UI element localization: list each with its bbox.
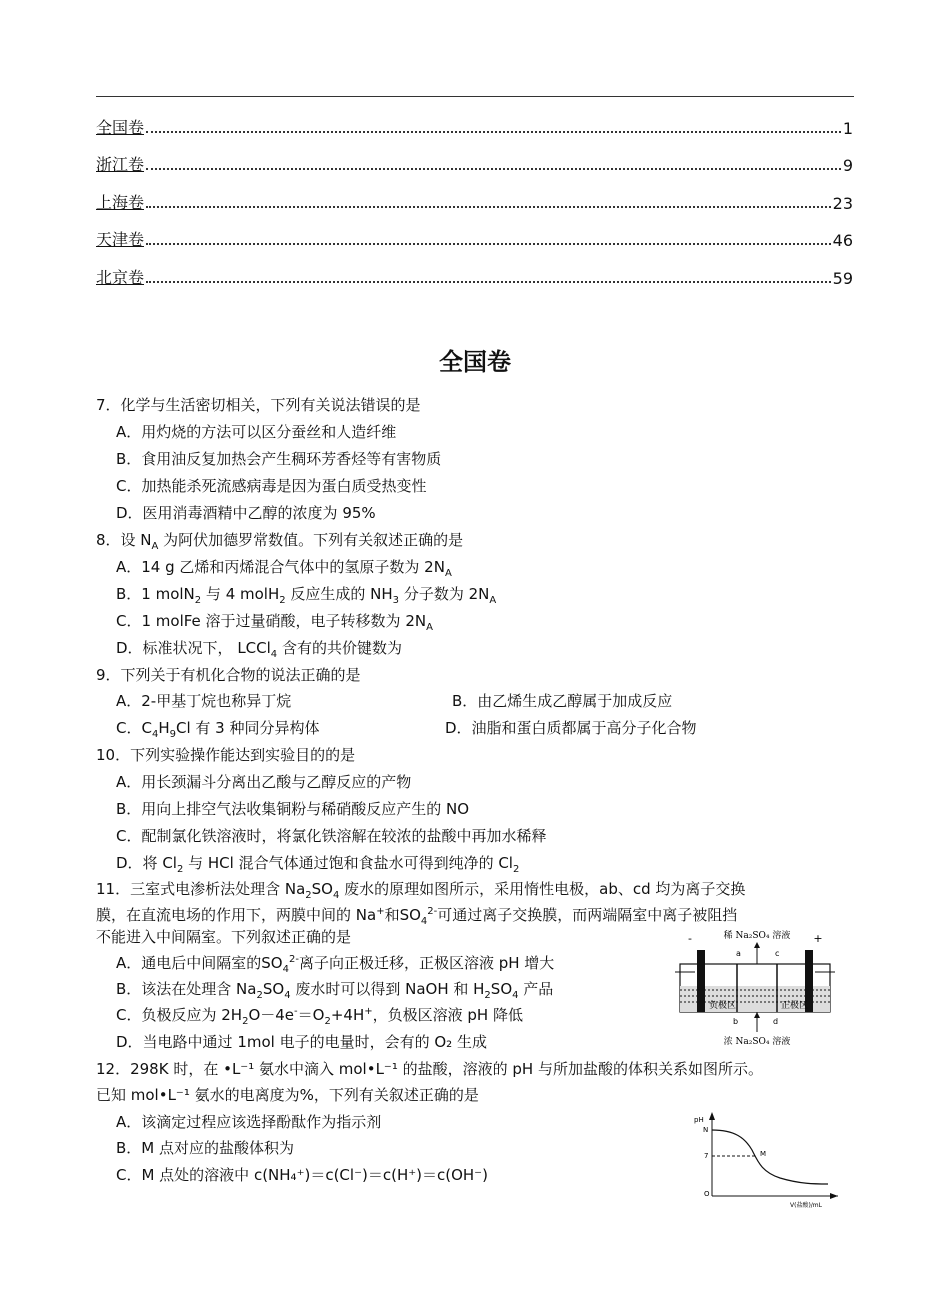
graph-n-label: N — [703, 1126, 709, 1134]
q10-stem: 10．下列实验操作能达到实验目的的是 — [96, 746, 356, 764]
q7-option-a: A．用灼烧的方法可以区分蚕丝和人造纤维 — [116, 423, 397, 441]
q11-option-b: B．该法在处理含 $Na_2SO_4$ 废水时可以得到 NaOH 和 $H_2SO_4$ 产品 — [116, 980, 554, 1001]
toc-entry-label[interactable]: 浙江卷 — [96, 155, 145, 174]
toc-entry[interactable] — [96, 250, 853, 288]
ph-titration-graph — [690, 1110, 840, 1210]
q11-stem-line3: 不能进入中间隔室。下列叙述正确的是 — [96, 928, 352, 946]
q7-option-c: C．加热能杀死流感病毒是因为蛋白质受热变性 — [116, 477, 427, 495]
diagram-b: b — [733, 1017, 739, 1026]
graph-curve — [712, 1130, 828, 1184]
toc-leader-dots — [146, 242, 831, 245]
top-rule — [96, 96, 854, 97]
q10-option-b: B．用向上排空气法收集铜粉与稀硝酸反应产生的 NO — [116, 800, 470, 818]
q9-stem: 9．下列关于有机化合物的说法正确的是 — [96, 666, 361, 684]
toc-entry-page: 23 — [832, 193, 853, 213]
graph-xlabel: V(盐酸)/mL — [790, 1202, 822, 1209]
q9-option-a: A．2-甲基丁烷也称异丁烷 — [116, 692, 292, 710]
q8-option-c: C．1 molFe 溶于过量硝酸，电子转移数为 $2N_A$ — [116, 612, 433, 633]
q11-stem-line1: 11．三室式电渗析法处理含 $Na_2SO_4$ 废水的原理如图所示，采用惰性电极，ab、cd 均为离子交换 — [96, 880, 746, 901]
diagram-negative-electrode — [697, 950, 705, 1012]
toc-entry[interactable] — [96, 100, 853, 138]
toc-entry-page: 1 — [842, 118, 853, 138]
graph-ylabel: pH — [694, 1116, 704, 1124]
graph-y-arrow — [709, 1112, 715, 1120]
diagram-plus: + — [813, 932, 823, 945]
table-of-contents — [96, 100, 853, 288]
q11-stem-line2: 膜，在直流电场的作用下，两膜中间的 Na+和$SO_4^{2-}$可通过离子交换膜，而两端隔室中离子被阻挡 — [96, 906, 738, 927]
q12-option-a: A．该滴定过程应该选择酚酞作为指示剂 — [116, 1113, 382, 1131]
toc-entry-label[interactable]: 全国卷 — [96, 117, 145, 137]
toc-entry[interactable] — [96, 138, 853, 176]
toc-entry-label[interactable]: 上海卷 — [96, 192, 145, 212]
graph-x-arrow — [830, 1193, 838, 1199]
toc-entry-page: 46 — [832, 231, 853, 250]
q11-option-c: C．负极反应为 $2H_2O-4e^-=O_2+4H^+$，负极区溶液 pH 降低 — [116, 1006, 523, 1027]
toc-leader-dots — [146, 130, 841, 133]
toc-entry-page: 59 — [832, 268, 853, 288]
diagram-right-label: 正极区 — [781, 1001, 809, 1011]
q10-option-c: C．配制氯化铁溶液时，将氯化铁溶解在较浓的盐酸中再加水稀释 — [116, 827, 547, 845]
toc-leader-dots — [146, 167, 841, 170]
q9-option-b: B．由乙烯生成乙醇属于加成反应 — [452, 692, 673, 710]
q12-stem-line2: 已知 mol•L⁻¹ 氨水的电离度为%，下列有关叙述正确的是 — [96, 1086, 479, 1104]
diagram-left-label: 负极区 — [709, 1001, 737, 1011]
diagram-top-label: 稀 Na₂SO₄ 溶液 — [723, 931, 791, 941]
q9-option-c: C．$C_4H_9Cl$ 有 3 种同分异构体 — [116, 719, 320, 740]
toc-entry-label[interactable]: 北京卷 — [96, 267, 145, 287]
toc-entry[interactable] — [96, 175, 853, 213]
q8-option-b: B．1 molN$_2$ 与 4 molH$_2$ 反应生成的 $NH_3$ 分子数为 $2N_A$ — [116, 585, 497, 606]
q11-option-a: A．通电后中间隔室的$SO_4^{2-}$离子向正极迁移，正极区溶液 pH 增大 — [116, 954, 555, 975]
q11-option-d: D．当电路中通过 1mol 电子的电量时，会有的 O₂ 生成 — [116, 1033, 487, 1051]
diagram-d: d — [773, 1017, 779, 1026]
graph-seven-label: 7 — [704, 1152, 709, 1160]
q12-stem-line1: 12．298K 时，在 •L⁻¹ 氨水中滴入 mol•L⁻¹ 的盐酸，溶液的 pH 与所加盐酸的体积关系如图所示。 — [96, 1060, 763, 1078]
diagram-c: c — [775, 949, 780, 958]
q7-stem: 7．化学与生活密切相关，下列有关说法错误的是 — [96, 396, 421, 414]
diagram-arrow-head-out — [754, 1012, 760, 1018]
graph-origin: O — [704, 1190, 710, 1198]
q8-option-d: D．标准状况下， LCCl$_4$ 含有的共价键数为 — [116, 639, 402, 660]
q9-option-d: D．油脂和蛋白质都属于高分子化合物 — [445, 719, 697, 737]
toc-entry-label[interactable]: 天津卷 — [96, 230, 145, 249]
toc-entry-page: 9 — [842, 156, 853, 175]
diagram-minus: - — [688, 932, 692, 945]
electrodialysis-diagram — [675, 928, 840, 1046]
toc-leader-dots — [146, 280, 831, 283]
q12-option-c: C．M 点处的溶液中 c(NH₄⁺)＝c(Cl⁻)＝c(H⁺)＝c(OH⁻) — [116, 1166, 488, 1184]
diagram-a: a — [736, 949, 741, 958]
q10-option-d: D．将 $Cl_2$ 与 HCl 混合气体通过饱和食盐水可得到纯净的 $Cl_2$ — [116, 854, 520, 875]
toc-leader-dots — [146, 205, 831, 208]
q7-option-b: B．食用油反复加热会产生稠环芳香烃等有害物质 — [116, 450, 442, 468]
q12-option-b: B．M 点对应的盐酸体积为 — [116, 1139, 295, 1157]
q8-stem: 8．设 $N_A$ 为阿伏加德罗常数值。下列有关叙述正确的是 — [96, 531, 464, 552]
q8-option-a: A．14 g 乙烯和丙烯混合气体中的氢原子数为 $2N_A$ — [116, 558, 452, 579]
q7-option-d: D．医用消毒酒精中乙醇的浓度为 95% — [116, 504, 376, 522]
diagram-bottom-label: 浓 Na₂SO₄ 溶液 — [723, 1037, 791, 1046]
q10-option-a: A．用长颈漏斗分离出乙酸与乙醇反应的产物 — [116, 773, 412, 791]
section-title: 全国卷 — [439, 347, 511, 376]
toc-entry[interactable] — [96, 213, 853, 251]
graph-m-label: M — [760, 1150, 767, 1158]
diagram-arrow-head-in — [754, 942, 760, 948]
